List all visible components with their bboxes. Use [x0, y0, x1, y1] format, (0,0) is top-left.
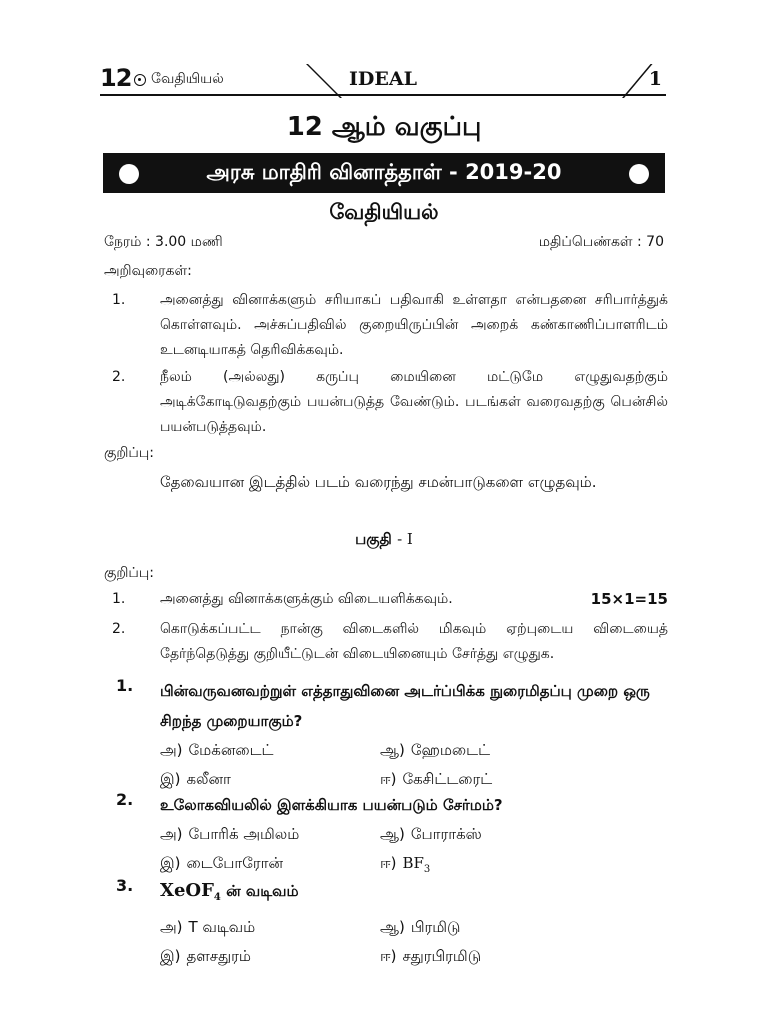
option: ஆ) போராக்ஸ்: [380, 825, 482, 843]
section-note-text: அனைத்து வினாக்களுக்கும் விடையளிக்கவும்.: [160, 591, 453, 607]
instructions-label: அறிவுரைகள்:: [104, 263, 192, 279]
instruction-item: [112, 288, 668, 363]
option: ஈ) சதுரபிரமிடு: [380, 947, 482, 965]
option: அ) போரிக் அமிலம்: [160, 825, 300, 843]
question-number: 2.: [116, 790, 134, 809]
option: ஈ) கேசிட்டரைட்: [380, 770, 493, 788]
options-grid: [160, 820, 666, 884]
section-note-item: [112, 617, 668, 667]
instruction-text: அனைத்து வினாக்களும் சரியாகப் பதிவாகி உள்ளதா என்பதனை சரிபார்த்துக் கொள்ளவும். அச்சுப்பதிவில் குறையிருப்பின் அறைக் கண்காணிப்பாளரிடம் உடனடியாகத் தெரிவிக்கவும்.: [160, 292, 668, 358]
marks-allocation: 15×1=15: [590, 590, 668, 608]
subject-title: வேதியியல்: [329, 200, 439, 224]
header-title: IDEAL: [349, 68, 417, 90]
options-grid: [160, 736, 666, 794]
option: அ) மேக்னடைட்: [160, 741, 274, 759]
section-word: பகுதி: [355, 530, 392, 548]
header-rule: [100, 94, 666, 96]
option: இ) கலீனா: [160, 770, 231, 788]
section-note-number: 2.: [112, 621, 126, 637]
bullet-icon: [629, 164, 649, 184]
question-3: [116, 876, 666, 971]
exam-marks: மதிப்பெண்கள் : 70: [538, 234, 664, 250]
option: இ) டைபோரோன்: [160, 854, 284, 872]
exam-banner: [103, 153, 665, 193]
section-note-item: [112, 587, 668, 612]
option: ஆ) ஹேமடைட்: [380, 741, 491, 759]
note-label: குறிப்பு:: [104, 445, 154, 461]
header-subject-label: வேதியியல்: [151, 71, 224, 87]
option: ஆ) பிரமிடு: [380, 918, 461, 936]
question-2: [116, 790, 666, 884]
page-number: 1: [648, 68, 662, 90]
instruction-item: [112, 365, 668, 440]
question-1: [116, 676, 666, 794]
option: ஈ) $BF_3$: [380, 854, 431, 875]
exam-time: நேரம் : 3.00 மணி: [104, 234, 223, 250]
question-text: பின்வருவனவற்றுள் எத்தாதுவினை அடர்ப்பிக்க நுரைமிதப்பு முறை ஒரு சிறந்த முறையாகும்?: [160, 682, 650, 730]
class-number: 12: [100, 64, 132, 92]
question-number: 3.: [116, 876, 134, 895]
section-numeral: - I: [397, 530, 413, 548]
question-text: உலோகவியலில் இளக்கியாக பயன்படும் சேர்மம்?: [160, 796, 503, 814]
option: அ) T வடிவம்: [160, 918, 256, 936]
instruction-number: 1.: [112, 292, 126, 308]
instruction-number: 2.: [112, 369, 126, 385]
section-note-number: 1.: [112, 591, 126, 607]
section-title: [0, 530, 768, 550]
banner-text: அரசு மாதிரி வினாத்தாள் - 2019-20: [206, 159, 562, 184]
formula: XeOF: [160, 880, 214, 901]
exam-meta: [104, 234, 664, 252]
running-header: [100, 64, 666, 96]
question-number: 1.: [116, 676, 134, 695]
options-grid: [160, 913, 666, 971]
note-text: தேவையான இடத்தில் படம் வரைந்து சமன்பாடுகளை எழுதவும்.: [160, 473, 597, 491]
bullet-icon: [119, 164, 139, 184]
section-note-label: குறிப்பு:: [104, 565, 154, 581]
question-text: XeOF$_4$ ன் வடிவம்: [160, 880, 299, 903]
instruction-text: நீலம் (அல்லது) கருப்பு மையினை மட்டுமே எழுதுவதற்கும் அடிக்கோடிடுவதற்கும் பயன்படுத்த வேண்டும். படங்கள் வரைவதற்கு பென்சில் பயன்படுத்தவும்.: [160, 369, 668, 435]
section-note-text: கொடுக்கப்பட்ட நான்கு விடைகளில் மிகவும் ஏற்புடைய விடையைத் தேர்ந்தெடுத்து குறியீட்டுடன் விடையினையும் சேர்த்து எழுதுக.: [160, 621, 668, 662]
option: இ) தளசதுரம்: [160, 947, 251, 965]
grade-title: 12 ஆம் வகுப்பு: [286, 112, 482, 142]
